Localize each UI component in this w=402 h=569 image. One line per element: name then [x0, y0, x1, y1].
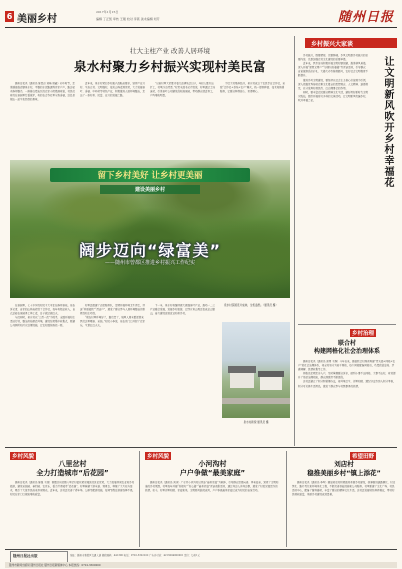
- side-brief-tag: 乡村治理: [352, 331, 375, 337]
- tea-garden-photo: [10, 160, 290, 298]
- bottom-title-2: 小河沟村 户户争做“最美家庭”: [179, 460, 246, 477]
- bottom-tag-2: 乡村风貌: [147, 454, 170, 460]
- photo-overlay-title: 阔步迈向“绿富美”: [78, 241, 222, 260]
- banner-label: 乡村振兴大家谈: [311, 41, 354, 48]
- photo-sub-strip: 建设美丽乡村: [100, 185, 200, 194]
- footer-rule: [5, 549, 397, 550]
- date-line: 2017年1月15日: [96, 10, 119, 14]
- vertical-title: 让文明新风吹开乡村幸福花: [382, 56, 393, 188]
- bottom-tag-1: 乡村风貌: [12, 454, 35, 460]
- brief-top-rule: [298, 324, 396, 325]
- bottom-title-1: 八里岔村 全力打造城市“后花园”: [36, 460, 109, 477]
- lead-col-3: [150, 82, 216, 154]
- newspaper-logo: 随州日报: [337, 10, 394, 25]
- right-column-banner: [305, 38, 397, 48]
- lead-para: “以前村里大家都守着几亩薄地过日子，年轻人都外出打工，村里冷冷清清。”村党支部书记介绍说，村里通过土地流转，引进茶叶公司建设高标准茶园，带动群众就近务工，户均增收明显。: [150, 82, 216, 98]
- lead-headline: 泉水村聚力乡村振兴实现村美民富: [73, 59, 266, 74]
- bottom-col-divider: [139, 451, 140, 547]
- brief-para: 该村还建立了积分制管理办法，将环境卫生、邻里和睦、遵纪守法等纳入积分考核，积分可兑换生活用品，激发了群众参与村级事务的热情。: [298, 380, 396, 388]
- bottom-col-divider: [286, 451, 287, 547]
- lead-col-4: [220, 82, 286, 154]
- photo-caption: 泉水村茶园连片成林，生机盎然。（通讯员 摄）: [224, 304, 278, 307]
- photo-strip-text: 留下乡村美好 让乡村更美丽: [97, 171, 203, 181]
- bottom-tag-3: 希望田野: [352, 454, 375, 460]
- lead-para: 近年来，泉水村紧扣乡村振兴战略总要求，坚持产业兴村、生态立村、文明强村，依托山场资源优势，大力发展茶叶、香菇、中药材等特色产业，积极推进人居环境整治，走出了一条村美、民富、业兴的发展之路。: [80, 82, 146, 98]
- lower-col-2: [80, 304, 146, 444]
- lower-col-1: [10, 304, 76, 444]
- bottom-para: 随州日报讯（通讯员 李军）随县刘店村积极推进美丽乡村建设，统筹推进道路硬化、村庄绿化、路灯亮化和环境美化工程，不断完善基础设施和公共服务。村里新建了文化广场、村民活动中心，配备了健身器材，丰富了群众的精神文化生活。该村还发展特色种养殖业，带动村民增收致富，美丽乡村建设成效显著。: [292, 481, 396, 497]
- village-roof: [228, 366, 256, 373]
- footer-bar-text: 随州市新闻出版局 随州日报社 随州日报新媒体中心 本报热线：0722-3500000: [9, 564, 101, 567]
- footer-bar: [5, 562, 397, 568]
- bottom-para: 随州日报讯（通讯员 刘洋）广水市小河沟村以评选“最美家庭”为载体，引导群众崇德向善、孝老爱亲，营造了文明和谐的乡村氛围。村里每年开展“好媳妇”“好公婆”“最美家庭”评选表彰活动，通过身边人讲身边事，激发了村民见贤思齐的热情。如今，村里邻里和睦、家庭和美，文明新风蔚然成风，户户争做最美家庭已成为村民的自觉行动。: [145, 481, 279, 493]
- lower-para: “现在村里环境好了，路也宽了，城里人周末都愿意来我们这里喝茶、采摘。”村民小李说，他在家门口开起了农家乐，生意红红火火。: [80, 316, 146, 328]
- bottom-body-2: [145, 481, 280, 547]
- lead-col-1: [10, 82, 76, 154]
- village-photo-caption: 泉水村新貌 通讯员 摄: [243, 421, 269, 424]
- publisher-label: 随州日报社出版: [13, 554, 38, 558]
- village-house: [230, 372, 254, 388]
- village-photo: [222, 322, 290, 418]
- right-column-divider: [294, 36, 295, 446]
- village-house: [260, 376, 282, 390]
- photo-overlay-subtitle: ——随州市曾都区推进乡村振兴工作纪实: [104, 260, 195, 266]
- lead-col-2: [80, 82, 146, 154]
- footer-info: 地址：随州市曾都区交通大道 邮政编码：441300 电话：0722-3322222 广告许可证：4213004000001 定价：每份1元: [70, 554, 200, 557]
- page-number: 6: [6, 12, 13, 21]
- village-roof: [258, 371, 284, 377]
- side-brief-body: [298, 360, 396, 444]
- bottom-title-3: 刘店村 稳推美丽乡村“镇上添花”: [307, 460, 381, 477]
- lead-para: 为壮大村集体经济，泉水村成立了农民专业合作社，采取“合作社+基地+农户”模式，统一提供种苗、技术和销售服务，让群众种得放心、卖得顺心。: [220, 82, 286, 94]
- commentary-para: 同时，要丰富农民群众精神文化生活，建好用好新时代文明实践站，组织开展形式多样的文体活动，让文明新风吹遍乡村，吹开幸福之花。: [298, 90, 368, 103]
- commentary-para: 近年来，我市各地积极开展文明村镇创建，推进移风易俗，深入开展“星级文明户”“好媳妇好婆婆”等评选活动，引导群众自觉抵制高价彩礼、大操大办等陈规陋习，农村社会文明程度不断提升。: [298, 62, 368, 78]
- commentary-para: 乡村振兴，既要塑形，也要铸魂。乡风文明是乡村振兴的重要内容，也是加强农村文化建设的重要举措。: [298, 54, 368, 62]
- brief-para: 随州日报讯（通讯员 张明 王静）今年以来，随县联合村探索构建“党支部+网格+农户”的社会治理体系，将全村划分为若干网格，每个网格配备网格员，负责政策宣传、矛盾调解、民情收集等工作。: [298, 360, 396, 372]
- bottom-body-3: [292, 481, 396, 547]
- village-road: [222, 398, 290, 404]
- bottom-para: 随州日报讯（通讯员 陈强 王丽）曾都区何店镇八里岔村依托紧邻城区的区位优势，大力发展休闲农业和乡村旅游，建设采摘园、垂钓园、农家乐，着力打造城市“后花园”。村里修建了游步道、观景台，种植了大片花卉苗木，吸引了大批市民前来休闲观光。近年来，该村还完善了停车场、公厕等配套设施，每逢节假日游客络绎不绝，村民在家门口就能增收致富。: [10, 481, 135, 497]
- right-commentary-text: [298, 54, 368, 322]
- lower-para: 下一步，泉水村将继续做大做强茶叶产业，推动一二三产业融合发展，发展乡村旅游，让绿水青山真正变成金山银山，奋力建设宜居宜业和美乡村。: [150, 304, 216, 316]
- masthead-rule: [5, 27, 397, 28]
- section-title: 美丽乡村: [17, 14, 57, 25]
- bottom-body-1: [10, 481, 135, 547]
- lower-para: 在茶园里，七十多岁的村民王大爷正在修剪茶枝。他告诉记者，自家的山林流转给了合作社，每年有租金收入，自己还能在茶园务工挣工资，日子越过越红火。: [10, 304, 76, 316]
- commentary-para: 推进乡风文明建设，要坚持以社会主义核心价值观为引领，深入挖掘优秀传统农耕文化蕴含的思想观念、人文精神、道德规范，充分发挥村规民约、红白理事会的作用。: [298, 78, 368, 90]
- masthead: [0, 0, 402, 34]
- lower-para: 与此同时，泉水村以“三清一改”为抓手，全面开展村庄清洁行动，整治房前屋后环境，建设垃圾集中收集点，新建公共厕所和污水处理设施，让农村面貌焕然一新。: [10, 316, 76, 328]
- lead-kicker: 壮大主柱产业 改善人居环境: [129, 47, 211, 55]
- lower-para: 村里还组建了志愿服务队，定期开展环境卫生评比，评选“美丽庭院”“清洁户”，激发了群众参与人居环境整治的积极性和主动性。: [80, 304, 146, 316]
- lower-col-3: [150, 304, 216, 444]
- side-brief-title: 联合村 构建网格化社会治理体系: [313, 340, 380, 355]
- bottom-row-rule: [5, 447, 397, 448]
- editor-line: 编辑 丁正凯 审核 王刚 校对 李燕 美术编辑 刘芳: [96, 17, 160, 21]
- brief-para: 网格员定期走访入户，及时掌握群众诉求，做到小事不出网格、大事不出村，有效提升了基层治理效能，群众满意度不断提高。: [298, 372, 396, 380]
- lead-para: 随州日报讯（通讯员 陈思远 刘畅 周鑫）初冬时节，走进随县殷店镇泉水村，平整的水泥路通到家家户户，路边花木修剪整齐，一排排白墙灰瓦的农家小院错落有致，村民们有的在茶园里忙着管护，有的在合作社里分拣香菇，处处呈现出一派生机勃勃的景象。: [10, 82, 76, 102]
